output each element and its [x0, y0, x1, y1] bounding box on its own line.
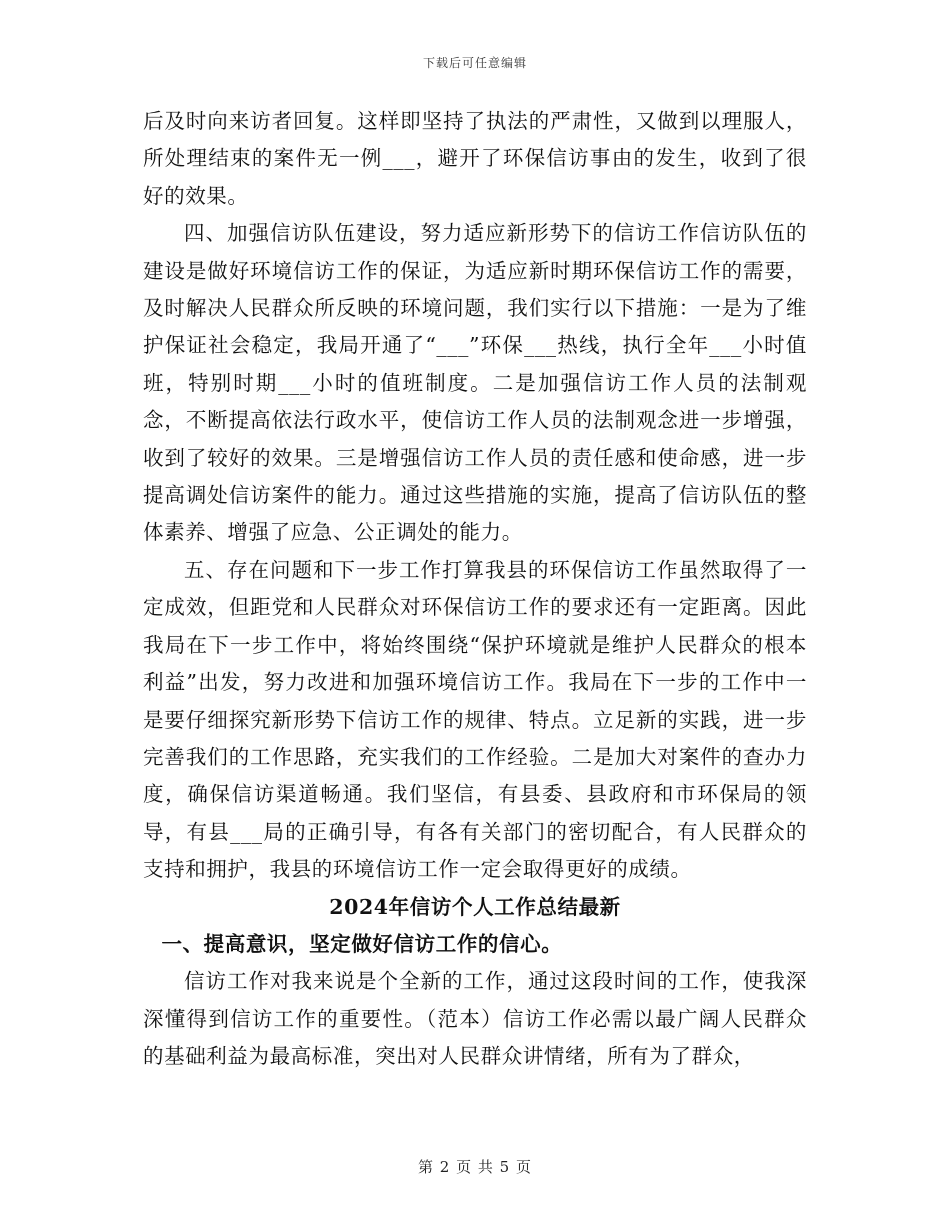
- paragraph-3: 五、存在问题和下一步工作打算我县的环保信访工作虽然取得了一定成效，但距党和人民群众对环保信访工作的要求还有一定距离。因此我局在下一步工作中，将始终围绕“保护环境就是维护人民群众的根本利益”出发，努力改进和加强环境信访工作。我局在下一步的工作中一是要仔细探究新形势下信访工作的规律、特点。立足新的实践，进一步完善我们的工作思路，充实我们的工作经验。二是加大对案件的查办力度，确保信访渠道畅通。我们坚信，有县委、县政府和市环保局的领导，有县___局的正确引导，有各有关部门的密切配合，有人民群众的支持和拥护，我县的环境信访工作一定会取得更好的成绩。: [143, 557, 807, 882]
- paragraph-4: 信访工作对我来说是个全新的工作，通过这段时间的工作，使我深深懂得到信访工作的重要性。（范本）信访工作必需以最广阔人民群众的基础利益为最高标准，突出对人民群众讲情绪，所有为了群众，: [143, 969, 807, 1069]
- paragraph-1: 后及时向来访者回复。这样即坚持了执法的严肃性，又做到以理服人，所处理结束的案件无一例___，避开了环保信访事由的发生，收到了很好的效果。: [143, 109, 807, 208]
- section-subheading: 一、提高意识，坚定做好信访工作的信心。: [161, 931, 563, 956]
- page-footer: 第 2 页 共 5 页: [418, 1158, 532, 1176]
- paragraph-2: 四、加强信访队伍建设，努力适应新形势下的信访工作信访队伍的建设是做好环境信访工作的保证，为适应新时期环保信访工作的需要，及时解决人民群众所反映的环境问题，我们实行以下措施：一是为了维护保证社会稳定，我局开通了“___”环保___热线，执行全年___小时值班，特别时期___小时的值班制度。二是加强信访工作人员的法制观念，不断提高依法行政水平，使信访工作人员的法制观念进一步增强，收到了较好的效果。三是增强信访工作人员的责任感和使命感，进一步提高调处信访案件的能力。通过这些措施的实施，提高了信访队伍的整体素养、增强了应急、公正调处的能力。: [143, 221, 807, 545]
- section-title: 2024年信访个人工作总结最新: [329, 894, 621, 919]
- document-body: [143, 103, 807, 1076]
- page-header: 下载后可任意编辑: [422, 56, 527, 70]
